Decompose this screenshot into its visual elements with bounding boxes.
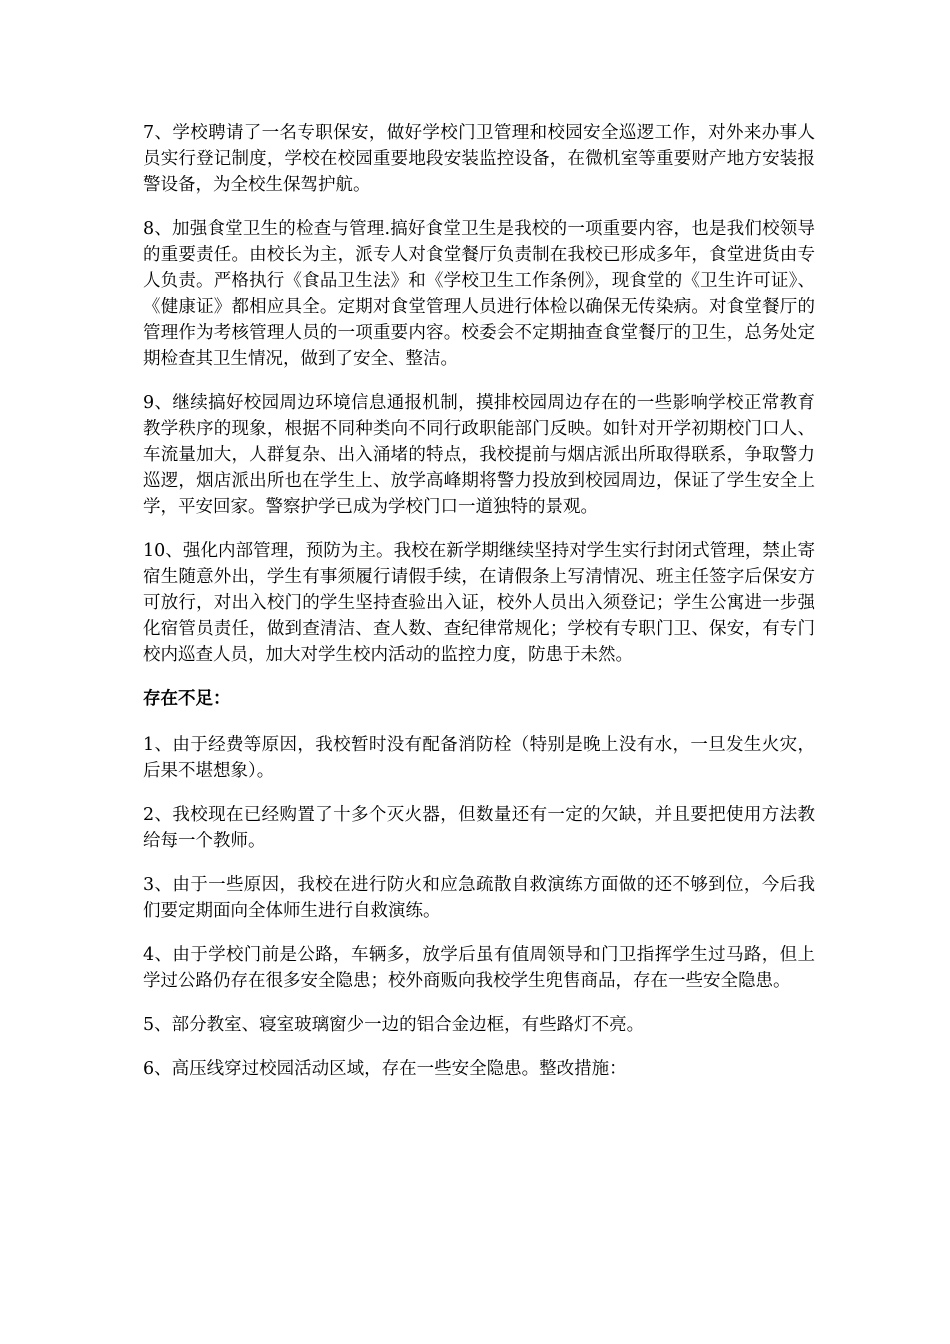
shortcoming-item-2: 2、我校现在已经购置了十多个灭火器，但数量还有一定的欠缺，并且要把使用方法教给每一个教师。 [143, 805, 815, 851]
paragraph-item-7: 7、学校聘请了一名专职保安，做好学校门卫管理和校园安全巡逻工作，对外来办事人员实行登记制度，学校在校园重要地段安装监控设备，在微机室等重要财产地方安装报警设备，为全校生保驾护航。 [143, 123, 815, 195]
document-body [143, 120, 815, 1100]
shortcoming-item-6: 6、高压线穿过校园活动区域，存在一些安全隐患。整改措施： [143, 1059, 627, 1079]
paragraph-item-10: 10、强化内部管理，预防为主。我校在新学期继续坚持对学生实行封闭式管理，禁止寄宿生随意外出，学生有事须履行请假手续，在请假条上写清情况、班主任签字后保安方可放行，对出入校门的学生坚持查验出入证，校外人员出入须登记；学生公寓进一步强化宿管员责任，做到查清洁、查人数、查纪律常规化；学校有专职门卫、保安，有专门校内巡查人员，加大对学生校内活动的监控力度，防患于未然。 [143, 541, 815, 665]
paragraph-item-8: 8、加强食堂卫生的检查与管理.搞好食堂卫生是我校的一项重要内容，也是我们校领导的重要责任。由校长为主，派专人对食堂餐厅负责制在我校已形成多年，食堂进货由专人负责。严格执行《食品卫生法》和《学校卫生工作条例》，现食堂的《卫生许可证》、《健康证》都相应具全。定期对食堂管理人员进行体检以确保无传染病。对食堂餐厅的管理作为考核管理人员的一项重要内容。校委会不定期抽查食堂餐厅的卫生，总务处定期检查其卫生情况，做到了安全、整洁。 [143, 219, 815, 369]
shortcoming-item-5: 5、部分教室、寝室玻璃窗少一边的铝合金边框，有些路灯不亮。 [143, 1015, 645, 1035]
shortcoming-item-3: 3、由于一些原因，我校在进行防火和应急疏散自救演练方面做的还不够到位，今后我们要定期面向全体师生进行自救演练。 [143, 875, 815, 921]
shortcoming-item-4: 4、由于学校门前是公路，车辆多，放学后虽有值周领导和门卫指挥学生过马路，但上学过公路仍存在很多安全隐患；校外商贩向我校学生兜售商品，存在一些安全隐患。 [143, 945, 815, 991]
section-heading-shortcomings: 存在不足： [143, 689, 231, 709]
paragraph-item-9: 9、继续搞好校园周边环境信息通报机制，摸排校园周边存在的一些影响学校正常教育教学秩序的现象，根据不同种类向不同行政职能部门反映。如针对开学初期校门口人、车流量加大，人群复杂、出入涌堵的特点，我校提前与烟店派出所取得联系，争取警力巡逻，烟店派出所也在学生上、放学高峰期将警力投放到校园周边，保证了学生安全上学，平安回家。警察护学已成为学校门口一道独特的景观。 [143, 393, 815, 517]
shortcoming-item-1: 1、由于经费等原因，我校暂时没有配备消防栓（特别是晚上没有水，一旦发生火灾，后果不堪想象）。 [143, 735, 815, 781]
